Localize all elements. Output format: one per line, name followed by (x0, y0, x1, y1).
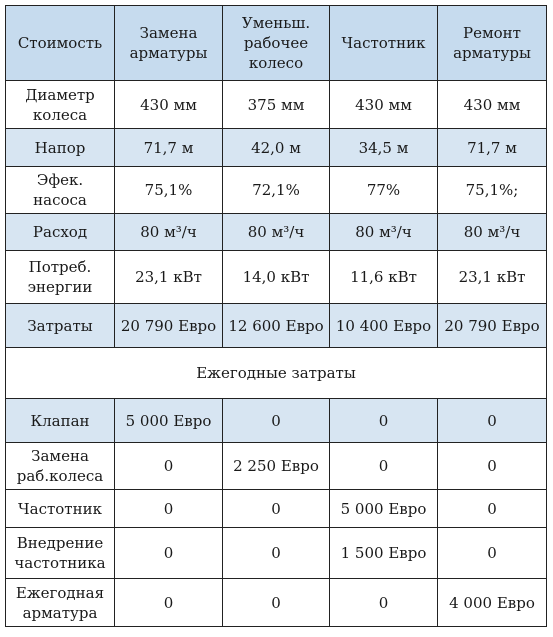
table-cell: 4 000 Евро (438, 579, 547, 627)
table-cell: 0 (330, 443, 438, 490)
table-cell: 77% (330, 167, 438, 214)
row-label: Ежегодная арматура (6, 579, 115, 627)
table-cell: 23,1 кВт (438, 251, 547, 304)
table-cell: 12 600 Евро (223, 304, 330, 348)
row-label: Потреб. энергии (6, 251, 115, 304)
table-cell: 2 250 Евро (223, 443, 330, 490)
table-cell: 430 мм (330, 81, 438, 129)
table-row (6, 214, 547, 251)
header-repair-valves: Ремонт арматуры (438, 6, 547, 81)
table-cell: 430 мм (115, 81, 223, 129)
main-rows (6, 81, 547, 348)
table-row (6, 129, 547, 167)
table-cell: 71,7 м (438, 129, 547, 167)
row-label: Расход (6, 214, 115, 251)
row-label: Клапан (6, 399, 115, 443)
table-row (6, 579, 547, 627)
table-cell: 11,6 кВт (330, 251, 438, 304)
table-cell: 0 (438, 399, 547, 443)
table-cell: 0 (330, 579, 438, 627)
section-rows (6, 348, 547, 399)
table-cell: 71,7 м (115, 129, 223, 167)
table-cell: 75,1% (115, 167, 223, 214)
row-label: Диаметр колеса (6, 81, 115, 129)
table-cell: 20 790 Евро (115, 304, 223, 348)
table-cell: 375 мм (223, 81, 330, 129)
row-label: Затраты (6, 304, 115, 348)
header-row (6, 6, 547, 81)
table-cell: 0 (438, 443, 547, 490)
table-cell: 80 м³/ч (330, 214, 438, 251)
table-cell: 80 м³/ч (115, 214, 223, 251)
header-replace-valves: Замена арматуры (115, 6, 223, 81)
table-cell: 0 (438, 490, 547, 528)
table-cell: 0 (115, 528, 223, 579)
table-cell: 0 (223, 399, 330, 443)
table-cell: 80 м³/ч (438, 214, 547, 251)
table-cell: 34,5 м (330, 129, 438, 167)
table-cell: 0 (115, 443, 223, 490)
table-cell: 5 000 Евро (115, 399, 223, 443)
table-cell: 1 500 Евро (330, 528, 438, 579)
table-row (6, 528, 547, 579)
table-cell: 0 (223, 579, 330, 627)
row-label: Внедрение частотника (6, 528, 115, 579)
table-row (6, 251, 547, 304)
table-cell: 0 (115, 490, 223, 528)
table-cell: 0 (223, 490, 330, 528)
table-cell: 10 400 Евро (330, 304, 438, 348)
cost-comparison-table (5, 5, 547, 627)
header-reduced-impeller: Уменьш. рабочее колесо (223, 6, 330, 81)
table-cell: 75,1%; (438, 167, 547, 214)
row-label: Эфек. насоса (6, 167, 115, 214)
table-cell: 14,0 кВт (223, 251, 330, 304)
table-cell: 72,1% (223, 167, 330, 214)
row-label: Напор (6, 129, 115, 167)
annual-rows (6, 399, 547, 627)
table-cell: 5 000 Евро (330, 490, 438, 528)
header-frequency-drive: Частотник (330, 6, 438, 81)
table-cell: 20 790 Евро (438, 304, 547, 348)
table-row (6, 490, 547, 528)
table-row (6, 81, 547, 129)
section-title: Ежегодные затраты (6, 348, 547, 399)
table-row (6, 167, 547, 214)
table-cell: 0 (330, 399, 438, 443)
table-row (6, 443, 547, 490)
row-label: Замена раб.колеса (6, 443, 115, 490)
header-cost: Стоимость (6, 6, 115, 81)
table-cell: 0 (115, 579, 223, 627)
table-cell: 430 мм (438, 81, 547, 129)
table-cell: 80 м³/ч (223, 214, 330, 251)
section-row (6, 348, 547, 399)
table-cell: 23,1 кВт (115, 251, 223, 304)
table-cell: 0 (223, 528, 330, 579)
table-cell: 42,0 м (223, 129, 330, 167)
table-row (6, 399, 547, 443)
table-cell: 0 (438, 528, 547, 579)
row-label: Частотник (6, 490, 115, 528)
table-row (6, 304, 547, 348)
